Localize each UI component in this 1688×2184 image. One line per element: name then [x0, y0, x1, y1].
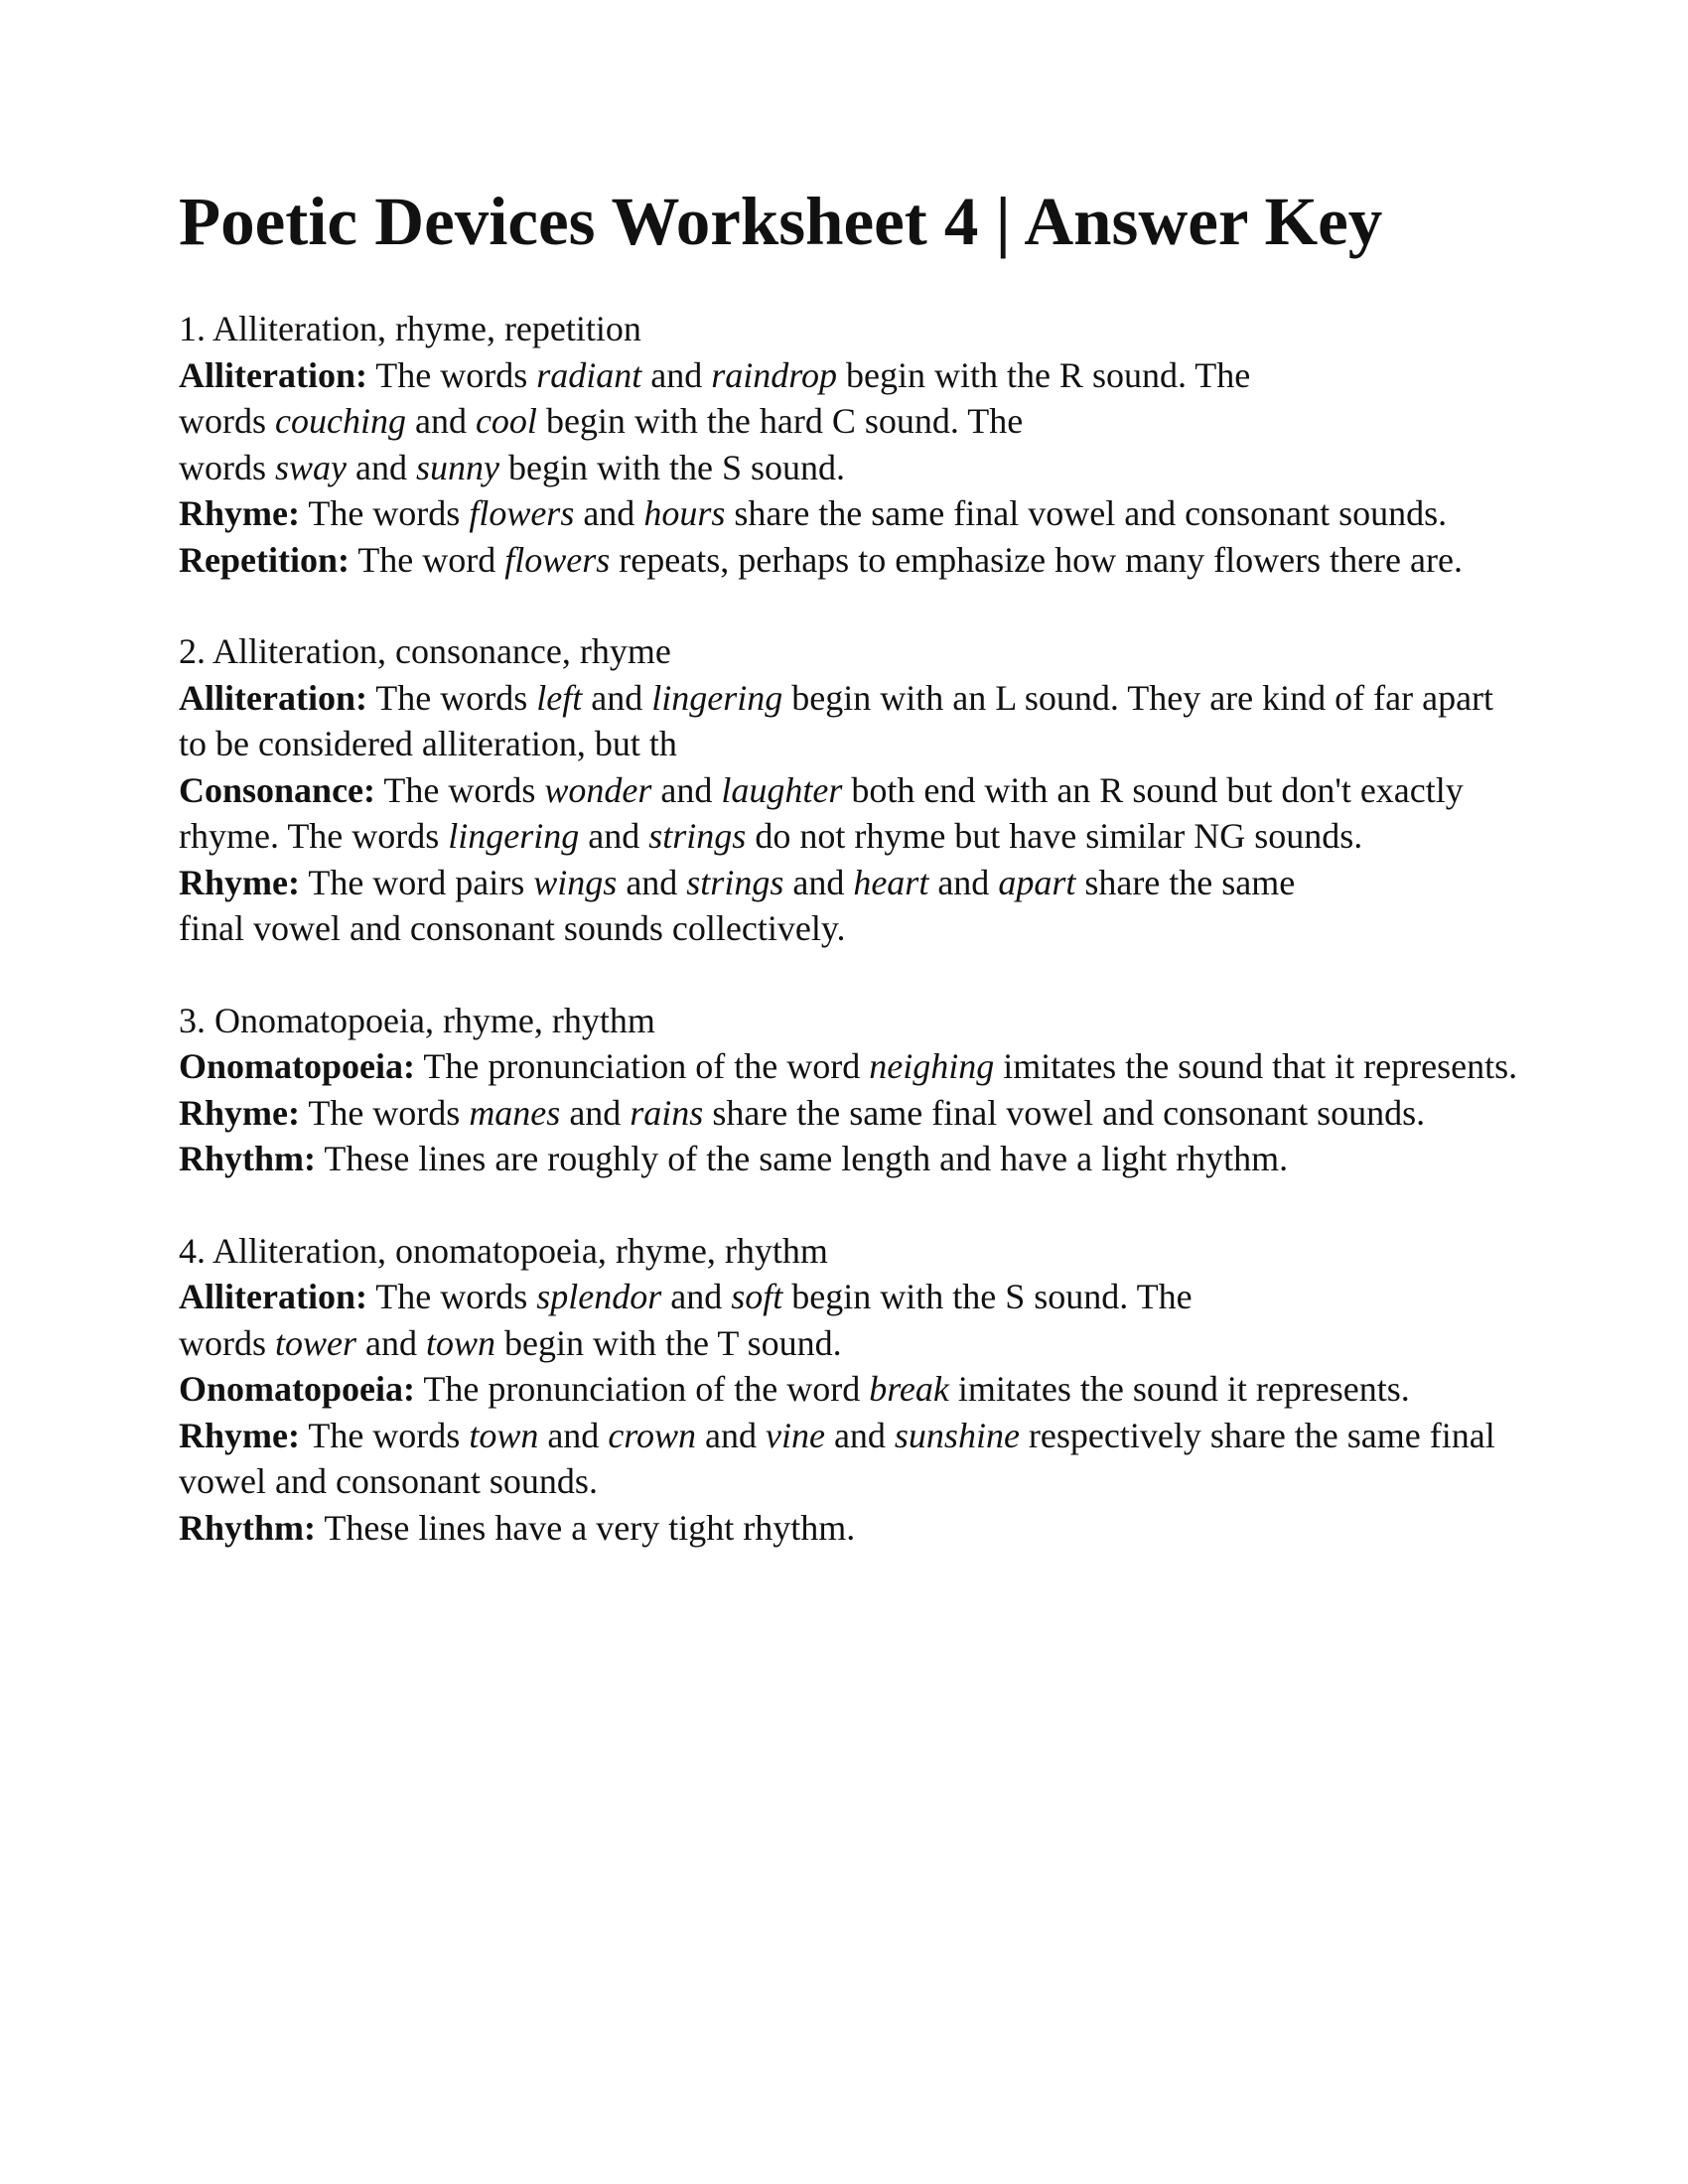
device-label: Onomatopoeia:	[179, 1369, 415, 1409]
device-explanation	[179, 1136, 1529, 1182]
answer-section-2	[179, 628, 1529, 952]
example-word: left	[536, 677, 583, 718]
answer-section-4	[179, 1228, 1529, 1552]
example-word: hours	[643, 493, 726, 533]
explanation-text: The pronunciation of the word	[415, 1369, 870, 1409]
explanation-text: begin with an L sound. They are kind of far apart to be considered alliteration, but th	[179, 677, 1494, 763]
example-word: lingering	[651, 677, 783, 718]
example-word: town	[469, 1415, 539, 1455]
explanation-text: and	[617, 862, 687, 902]
example-word: wonder	[544, 769, 652, 810]
explanation-text: The words	[375, 769, 545, 810]
example-word: break	[869, 1369, 949, 1409]
answer-key-document	[179, 177, 1529, 1596]
explanation-text: words	[179, 1322, 275, 1363]
example-word: flowers	[469, 493, 575, 533]
explanation-text: The words	[299, 1092, 470, 1133]
explanation-text: The words	[366, 677, 537, 718]
explanation-text: The word	[349, 539, 505, 580]
example-word: crown	[608, 1415, 696, 1455]
explanation-text: These lines are roughly of the same length and have a light rhythm.	[316, 1139, 1289, 1178]
answer-sections	[179, 306, 1529, 1551]
question-heading: 3. Onomatopoeia, rhyme, rhythm	[179, 1000, 655, 1040]
device-label: Rhyme:	[179, 1415, 300, 1455]
example-word: strings	[686, 862, 784, 902]
explanation-text: The words	[366, 1277, 537, 1316]
explanation-text: and	[783, 862, 854, 902]
device-explanation	[179, 860, 1529, 952]
explanation-text: and	[574, 493, 644, 533]
example-word: town	[426, 1322, 496, 1363]
explanation-text: and	[356, 1322, 426, 1363]
explanation-text: The words	[299, 493, 470, 533]
explanation-text: and	[347, 447, 416, 487]
explanation-text: do not rhyme but have similar NG sounds.	[746, 816, 1363, 856]
explanation-text: imitates the sound it represents.	[948, 1369, 1410, 1409]
page-title: Poetic Devices Worksheet 4 | Answer Key	[179, 184, 1383, 259]
example-word: raindrop	[711, 354, 837, 395]
example-word: couching	[275, 401, 406, 441]
example-word: heart	[853, 862, 929, 902]
explanation-text: imitates the sound that it represents.	[994, 1046, 1518, 1086]
device-explanation	[179, 352, 1529, 491]
device-explanation	[179, 675, 1529, 767]
explanation-text: The words	[299, 1415, 470, 1455]
explanation-text: and	[582, 677, 652, 718]
explanation-text: and	[641, 354, 712, 395]
explanation-text: share the same final vowel and consonant sounds.	[725, 493, 1448, 533]
explanation-text: share the same final vowel and consonant sounds.	[703, 1092, 1426, 1133]
example-word: neighing	[869, 1046, 995, 1086]
device-explanation	[179, 537, 1529, 584]
explanation-text: and	[824, 1415, 895, 1455]
explanation-text: respectively share the same final vowel and consonant sounds.	[179, 1415, 1495, 1501]
device-label: Rhythm:	[179, 1507, 317, 1548]
example-word: sunshine	[894, 1415, 1020, 1455]
explanation-text: These lines have a very tight rhythm.	[316, 1507, 856, 1548]
device-label: Alliteration:	[179, 1277, 367, 1316]
example-word: apart	[998, 862, 1076, 902]
device-label: Onomatopoeia:	[179, 1046, 415, 1086]
answer-section-1	[179, 306, 1529, 583]
device-label: Rhythm:	[179, 1139, 317, 1178]
explanation-text: begin with the S sound. The	[782, 1277, 1193, 1316]
example-word: cool	[475, 401, 537, 441]
example-word: sunny	[415, 447, 499, 487]
example-word: wings	[533, 862, 618, 902]
explanation-text: begin with the hard C sound. The	[536, 401, 1024, 441]
device-label: Rhyme:	[179, 862, 300, 902]
example-word: vine	[765, 1415, 825, 1455]
explanation-text: and	[405, 401, 476, 441]
question-heading: 2. Alliteration, consonance, rhyme	[179, 631, 671, 671]
explanation-text: repeats, perhaps to emphasize how many flowers there are.	[610, 539, 1463, 580]
device-explanation	[179, 767, 1529, 860]
example-word: radiant	[536, 354, 642, 395]
explanation-text: words	[179, 447, 275, 487]
explanation-text: and	[651, 769, 722, 810]
example-word: splendor	[536, 1277, 662, 1316]
example-word: sway	[275, 447, 347, 487]
explanation-text: and	[695, 1415, 766, 1455]
explanation-text: begin with the R sound. The	[836, 354, 1251, 395]
device-explanation	[179, 1413, 1529, 1505]
explanation-text: share the same	[1075, 862, 1296, 902]
question-heading: 1. Alliteration, rhyme, repetition	[179, 309, 641, 348]
device-explanation	[179, 1274, 1529, 1366]
example-word: laughter	[721, 769, 843, 810]
explanation-text: both end with an R sound but don't exactly rhyme. The words	[179, 769, 1464, 856]
example-word: rains	[630, 1092, 704, 1133]
example-word: tower	[275, 1322, 357, 1363]
device-label: Rhyme:	[179, 493, 300, 533]
explanation-text: and	[661, 1277, 732, 1316]
explanation-text: final vowel and consonant sounds collectively.	[179, 908, 846, 948]
device-explanation	[179, 1366, 1529, 1413]
example-word: lingering	[448, 816, 580, 856]
device-explanation	[179, 490, 1529, 537]
device-label: Consonance:	[179, 769, 376, 810]
explanation-text: begin with the S sound.	[498, 447, 845, 487]
answer-section-3	[179, 998, 1529, 1182]
example-word: strings	[648, 816, 747, 856]
device-explanation	[179, 1043, 1529, 1090]
explanation-text: The word pairs	[299, 862, 534, 902]
explanation-text: and	[579, 816, 649, 856]
explanation-text: begin with the T sound.	[495, 1322, 842, 1363]
explanation-text: and	[538, 1415, 609, 1455]
explanation-text: words	[179, 401, 275, 441]
device-label: Repetition:	[179, 539, 350, 580]
question-heading: 4. Alliteration, onomatopoeia, rhyme, rhythm	[179, 1230, 828, 1271]
explanation-text: and	[560, 1092, 631, 1133]
example-word: flowers	[504, 539, 611, 580]
explanation-text: The words	[366, 354, 537, 395]
device-explanation	[179, 1090, 1529, 1137]
example-word: soft	[731, 1277, 783, 1316]
device-explanation	[179, 1505, 1529, 1552]
device-label: Alliteration:	[179, 677, 367, 718]
explanation-text: The pronunciation of the word	[415, 1046, 870, 1086]
explanation-text: and	[928, 862, 999, 902]
device-label: Alliteration:	[179, 354, 367, 395]
device-label: Rhyme:	[179, 1092, 300, 1133]
example-word: manes	[469, 1092, 561, 1133]
